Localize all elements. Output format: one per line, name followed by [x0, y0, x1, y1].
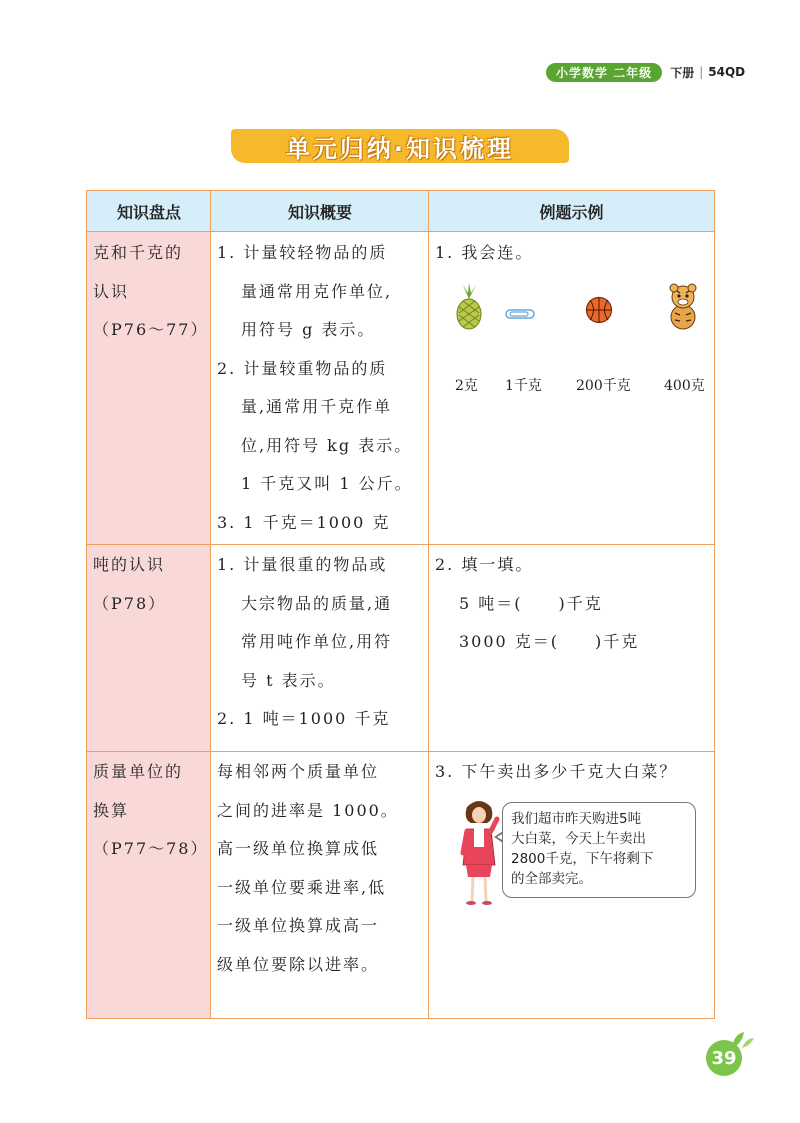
topic-line: 认识 — [93, 281, 130, 301]
basketball-icon — [585, 296, 613, 324]
volume-label: 下册 — [670, 65, 695, 80]
example-question: 2. 填一填。 — [435, 555, 534, 574]
summary-line: 量通常用克作单位, — [241, 281, 393, 301]
topic-line: 换算 — [93, 800, 130, 820]
speech-bubble — [502, 802, 696, 898]
row1-example-question — [435, 234, 710, 273]
row3-example-question — [435, 753, 713, 792]
pineapple-leaves — [463, 283, 476, 299]
speech-line: 2800千克，下午将剩下 — [511, 851, 654, 867]
row1-topic — [93, 234, 209, 350]
page-title: 单元归纳·知识梳理 — [285, 134, 515, 163]
summary-line: 常用吨作单位,用符 — [241, 632, 393, 651]
header-divider: | — [699, 65, 704, 79]
summary-line: 级单位要除以进率。 — [217, 954, 380, 974]
row-divider — [87, 751, 714, 752]
summary-line: 高一级单位换算成低 — [217, 839, 380, 858]
topic-line: （P77～78） — [93, 839, 209, 858]
pineapple-icon — [449, 283, 489, 331]
summary-line: 1. 计量很重的物品或 — [217, 555, 388, 574]
topic-line: （P76～77） — [93, 320, 209, 339]
summary-line: 用符号 g 表示。 — [241, 320, 376, 339]
summary-line: 2. 计量较重物品的质 — [217, 358, 388, 378]
example-question: 1. 我会连。 — [435, 243, 534, 262]
header-summary: 知识概要 — [287, 202, 352, 222]
weight-label: 400克 — [664, 378, 705, 394]
row2-topic — [93, 546, 209, 623]
speech-line: 的全部卖完。 — [511, 871, 592, 887]
subject-badge: 小学数学 二年级 — [546, 63, 662, 82]
fill-blank-line: 3000 克＝( )千克 — [459, 632, 640, 651]
page-header — [546, 62, 745, 82]
shopkeeper-woman-icon — [457, 799, 501, 909]
row2-example — [435, 546, 710, 662]
speech-line: 大白菜，今天上午卖出 — [511, 831, 646, 847]
row-divider — [87, 544, 714, 545]
paperclip-icon — [505, 308, 535, 320]
book-code: 54QD — [708, 65, 746, 79]
topic-line: 质量单位的 — [93, 762, 184, 781]
summary-line: 量,通常用千克作单 — [241, 397, 393, 416]
weight-label: 1千克 — [505, 378, 542, 394]
summary-line: 号 t 表示。 — [241, 670, 336, 690]
topic-line: 吨的认识 — [93, 555, 166, 574]
summary-line: 一级单位要乘进率,低 — [217, 877, 387, 897]
row3-topic — [93, 753, 209, 869]
weight-label: 2克 — [455, 378, 478, 394]
row2-summary — [217, 546, 429, 739]
column-divider — [210, 191, 211, 1018]
page-number: 39 — [706, 1040, 742, 1076]
fill-blank-line: 5 吨＝( )千克 — [459, 593, 603, 613]
summary-line: 大宗物品的质量,通 — [241, 593, 393, 613]
summary-line: 3. 1 千克＝1000 克 — [217, 512, 391, 532]
summary-line: 位,用符号 kg 表示。 — [241, 435, 413, 455]
header-topic: 知识盘点 — [116, 202, 181, 222]
summary-line: 一级单位换算成高一 — [217, 916, 380, 935]
knowledge-table — [86, 190, 715, 1019]
row3-summary — [217, 753, 429, 984]
speech-line: 我们超市昨天购进5吨 — [511, 811, 642, 827]
example-question: 3. 下午卖出多少千克大白菜？ — [435, 762, 678, 781]
row-divider — [87, 231, 714, 232]
row1-summary — [217, 234, 429, 542]
summary-line: 1 千克又叫 1 公斤。 — [241, 474, 413, 493]
summary-line: 2. 1 吨＝1000 千克 — [217, 709, 391, 728]
topic-line: 克和千克的 — [93, 243, 184, 262]
weight-label: 200千克 — [576, 378, 631, 394]
title-banner — [231, 129, 569, 163]
header-example: 例题示例 — [539, 202, 604, 222]
summary-line: 之间的进率是 1000。 — [217, 800, 399, 820]
tiger-toy-icon — [663, 283, 703, 331]
summary-line: 每相邻两个质量单位 — [217, 762, 380, 781]
topic-line: （P78） — [93, 593, 167, 613]
summary-line: 1. 计量较轻物品的质 — [217, 243, 388, 262]
